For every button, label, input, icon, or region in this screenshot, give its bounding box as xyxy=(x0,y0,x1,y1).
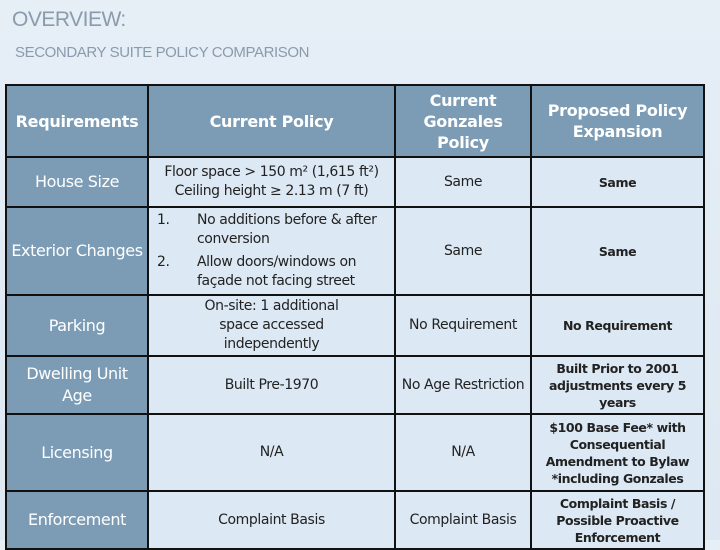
proposed-policy-cell xyxy=(531,414,704,491)
proposed-policy-cell: Same xyxy=(531,207,704,295)
gonzales-policy-cell: Complaint Basis xyxy=(395,491,531,549)
requirement-cell: Parking xyxy=(6,295,148,356)
proposed-policy-cell: Built Prior to 2001 adjustments every 5 years xyxy=(531,356,704,414)
requirement-cell: Enforcement xyxy=(6,491,148,549)
current-policy-cell: Built Pre-1970 xyxy=(148,356,395,414)
list-item xyxy=(153,211,390,249)
page-title: OVERVIEW: xyxy=(12,8,126,31)
gonzales-policy-cell: Same xyxy=(395,207,531,295)
table-row xyxy=(6,295,704,356)
current-policy-cell xyxy=(148,207,395,295)
current-policy-cell: Complaint Basis xyxy=(148,491,395,549)
policy-comparison-table xyxy=(5,84,705,550)
header-requirements: Requirements xyxy=(6,85,148,157)
gonzales-policy-cell: Same xyxy=(395,157,531,207)
proposed-policy-cell: Same xyxy=(531,157,704,207)
requirement-cell: House Size xyxy=(6,157,148,207)
current-policy-line: Ceiling height ≥ 2.13 m (7 ft) xyxy=(174,183,369,199)
requirement-cell: Licensing xyxy=(6,414,148,491)
gonzales-policy-cell: N/A xyxy=(395,414,531,491)
gonzales-policy-cell: No Age Restriction xyxy=(395,356,531,414)
header-current-policy: Current Policy xyxy=(148,85,395,157)
proposed-policy-line: $100 Base Fee* with Consequential Amendment to Bylaw xyxy=(545,419,690,469)
page-subtitle: SECONDARY SUITE POLICY COMPARISON xyxy=(15,44,310,61)
current-policy-cell xyxy=(148,295,395,356)
list-text: No additions before & after conversion xyxy=(197,212,377,247)
proposed-policy-cell: No Requirement xyxy=(531,295,704,356)
requirement-cell: Exterior Changes xyxy=(6,207,148,295)
current-policy-text: On-site: 1 additional space accessed independently xyxy=(204,298,339,352)
list-item xyxy=(153,253,390,291)
table-row xyxy=(6,157,704,207)
proposed-policy-cell: Complaint Basis / Possible Proactive Enforcement xyxy=(531,491,704,549)
list-number: 1. xyxy=(157,212,170,228)
table-row xyxy=(6,491,704,549)
requirement-cell: Dwelling Unit Age xyxy=(6,356,148,414)
current-policy-line: Floor space > 150 m² (1,615 ft²) xyxy=(164,164,379,180)
header-row xyxy=(6,85,704,157)
current-policy-cell xyxy=(148,157,395,207)
gonzales-policy-cell: No Requirement xyxy=(395,295,531,356)
header-gonzales-policy: Current Gonzales Policy xyxy=(395,85,531,157)
list-number: 2. xyxy=(157,254,170,270)
proposed-policy-footnote: *including Gonzales xyxy=(551,470,684,486)
header-proposed-policy: Proposed Policy Expansion xyxy=(531,85,704,157)
table-row xyxy=(6,414,704,491)
table-row xyxy=(6,207,704,295)
table-row xyxy=(6,356,704,414)
current-policy-cell: N/A xyxy=(148,414,395,491)
list-text: Allow doors/windows on façade not facing street xyxy=(197,254,357,289)
